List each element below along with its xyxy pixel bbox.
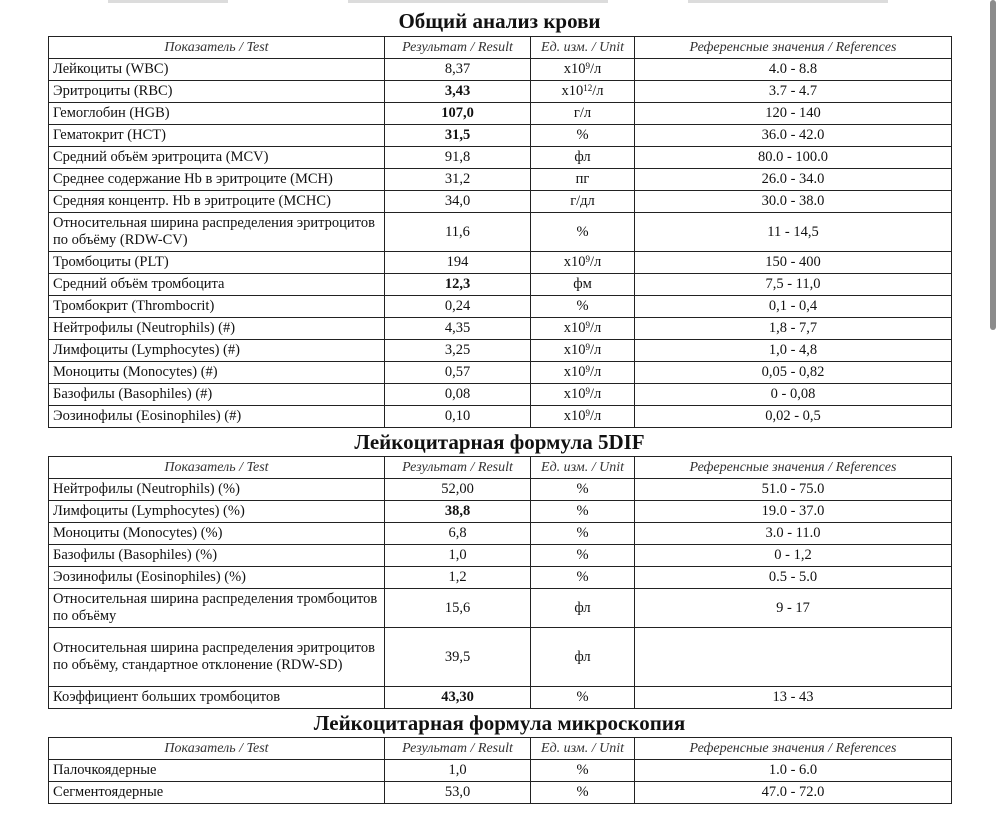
table-row — [49, 103, 952, 125]
unit-suffix: /л — [589, 254, 602, 270]
results-table — [48, 737, 952, 804]
header-test: Показатель / Test — [49, 37, 385, 59]
scrollbar-thumb[interactable] — [990, 0, 996, 330]
table-row — [49, 760, 952, 782]
unit-exponent: 9 — [585, 320, 590, 330]
unit-cell: г/дл — [531, 191, 635, 213]
unit-suffix: /л — [589, 61, 602, 77]
reference-range-cell: 9 - 17 — [635, 589, 952, 628]
unit-cell — [531, 252, 635, 274]
reference-range-cell: 1,8 - 7,7 — [635, 318, 952, 340]
test-name-cell: Относительная ширина распределения эритроцитов по объёму, стандартное отклонение (RDW-SD) — [49, 628, 385, 687]
unit-cell — [531, 81, 635, 103]
unit-base: x10 — [563, 254, 586, 270]
reference-range-cell: 0.5 - 5.0 — [635, 567, 952, 589]
reference-range-cell: 30.0 - 38.0 — [635, 191, 952, 213]
table-header-row — [49, 738, 952, 760]
result-value-cell: 31,2 — [385, 169, 531, 191]
result-value-cell: 4,35 — [385, 318, 531, 340]
result-value-cell: 6,8 — [385, 523, 531, 545]
table-row — [49, 501, 952, 523]
header-references: Референсные значения / References — [635, 37, 952, 59]
unit-cell: фл — [531, 147, 635, 169]
lab-report-page — [48, 0, 951, 804]
test-name-cell: Гемоглобин (HGB) — [49, 103, 385, 125]
unit-cell — [531, 318, 635, 340]
reference-range-cell: 1.0 - 6.0 — [635, 760, 952, 782]
header-result: Результат / Result — [385, 457, 531, 479]
test-name-cell: Относительная ширина распределения тромбоцитов по объёму — [49, 589, 385, 628]
section-title: Лейкоцитарная формула 5DIF — [354, 430, 645, 454]
test-name-cell: Сегментоядерные — [49, 782, 385, 804]
result-value-cell: 194 — [385, 252, 531, 274]
reference-range-cell: 1,0 - 4,8 — [635, 340, 952, 362]
unit-exponent: 12 — [583, 83, 593, 93]
header-unit: Ед. изм. / Unit — [531, 37, 635, 59]
test-name-cell: Нейтрофилы (Neutrophils) (#) — [49, 318, 385, 340]
result-value-cell: 0,24 — [385, 296, 531, 318]
header-result: Результат / Result — [385, 738, 531, 760]
table-row — [49, 274, 952, 296]
test-name-cell: Моноциты (Monocytes) (#) — [49, 362, 385, 384]
table-row — [49, 81, 952, 103]
unit-cell: % — [531, 501, 635, 523]
result-value-cell: 91,8 — [385, 147, 531, 169]
table-row — [49, 628, 952, 687]
header-unit: Ед. изм. / Unit — [531, 738, 635, 760]
result-value-cell: 34,0 — [385, 191, 531, 213]
reference-range-cell: 150 - 400 — [635, 252, 952, 274]
result-value-cell: 3,25 — [385, 340, 531, 362]
table-row — [49, 589, 952, 628]
table-row — [49, 252, 952, 274]
unit-exponent: 9 — [585, 342, 590, 352]
table-row — [49, 191, 952, 213]
unit-base: x10 — [561, 83, 584, 99]
unit-cell — [531, 406, 635, 428]
test-name-cell: Базофилы (Basophiles) (#) — [49, 384, 385, 406]
reference-range-cell: 13 - 43 — [635, 687, 952, 709]
result-value-cell: 38,8 — [385, 501, 531, 523]
unit-suffix: /л — [589, 342, 602, 358]
test-name-cell: Базофилы (Basophiles) (%) — [49, 545, 385, 567]
unit-cell — [531, 59, 635, 81]
reference-range-cell: 36.0 - 42.0 — [635, 125, 952, 147]
reference-range-cell: 47.0 - 72.0 — [635, 782, 952, 804]
test-name-cell: Палочкоядерные — [49, 760, 385, 782]
test-name-cell: Коэффициент больших тромбоцитов — [49, 687, 385, 709]
results-table — [48, 36, 952, 428]
unit-base: x10 — [563, 342, 586, 358]
unit-cell: фл — [531, 628, 635, 687]
table-row — [49, 340, 952, 362]
table-row — [49, 687, 952, 709]
reference-range-cell: 0 - 0,08 — [635, 384, 952, 406]
test-name-cell: Моноциты (Monocytes) (%) — [49, 523, 385, 545]
reference-range-cell: 19.0 - 37.0 — [635, 501, 952, 523]
test-name-cell: Эозинофилы (Eosinophiles) (%) — [49, 567, 385, 589]
unit-suffix: /л — [589, 386, 602, 402]
table-row — [49, 782, 952, 804]
reference-range-cell: 7,5 - 11,0 — [635, 274, 952, 296]
test-name-cell: Средняя концентр. Hb в эритроците (MCHC) — [49, 191, 385, 213]
result-value-cell: 0,10 — [385, 406, 531, 428]
header-result: Результат / Result — [385, 37, 531, 59]
result-value-cell: 1,0 — [385, 545, 531, 567]
unit-cell: г/л — [531, 103, 635, 125]
test-name-cell: Лимфоциты (Lymphocytes) (%) — [49, 501, 385, 523]
unit-cell: % — [531, 545, 635, 567]
test-name-cell: Средний объём тромбоцита — [49, 274, 385, 296]
reference-range-cell: 26.0 - 34.0 — [635, 169, 952, 191]
unit-cell: % — [531, 125, 635, 147]
unit-cell: % — [531, 479, 635, 501]
test-name-cell: Гематокрит (HCT) — [49, 125, 385, 147]
header-references: Референсные значения / References — [635, 457, 952, 479]
unit-base: x10 — [563, 386, 586, 402]
reference-range-cell: 80.0 - 100.0 — [635, 147, 952, 169]
unit-cell: % — [531, 567, 635, 589]
unit-base: x10 — [563, 61, 586, 77]
cropped-header-fragment — [48, 0, 951, 6]
result-value-cell: 3,43 — [385, 81, 531, 103]
unit-base: x10 — [563, 408, 586, 424]
unit-cell: фм — [531, 274, 635, 296]
unit-suffix: /л — [592, 83, 604, 99]
table-header-row — [49, 457, 952, 479]
unit-cell: % — [531, 213, 635, 252]
result-value-cell: 12,3 — [385, 274, 531, 296]
table-row — [49, 362, 952, 384]
unit-exponent: 9 — [585, 408, 590, 418]
unit-suffix: /л — [589, 320, 602, 336]
result-value-cell: 0,57 — [385, 362, 531, 384]
unit-cell: % — [531, 782, 635, 804]
test-name-cell: Тромбокрит (Thrombocrit) — [49, 296, 385, 318]
table-row — [49, 384, 952, 406]
header-references: Референсные значения / References — [635, 738, 952, 760]
reference-range-cell: 11 - 14,5 — [635, 213, 952, 252]
reference-range-cell: 120 - 140 — [635, 103, 952, 125]
result-value-cell: 43,30 — [385, 687, 531, 709]
table-row — [49, 406, 952, 428]
test-name-cell: Среднее содержание Hb в эритроците (MCH) — [49, 169, 385, 191]
result-value-cell: 1,2 — [385, 567, 531, 589]
results-table — [48, 456, 952, 709]
unit-exponent: 9 — [585, 364, 590, 374]
unit-suffix: /л — [589, 408, 602, 424]
unit-cell — [531, 384, 635, 406]
reference-range-cell: 0,02 - 0,5 — [635, 406, 952, 428]
table-row — [49, 169, 952, 191]
table-row — [49, 125, 952, 147]
header-unit: Ед. изм. / Unit — [531, 457, 635, 479]
table-header-row — [49, 37, 952, 59]
table-row — [49, 213, 952, 252]
result-value-cell: 1,0 — [385, 760, 531, 782]
table-row — [49, 545, 952, 567]
reference-range-cell: 51.0 - 75.0 — [635, 479, 952, 501]
test-name-cell: Нейтрофилы (Neutrophils) (%) — [49, 479, 385, 501]
header-test: Показатель / Test — [49, 457, 385, 479]
result-value-cell: 8,37 — [385, 59, 531, 81]
unit-base: x10 — [563, 364, 586, 380]
test-name-cell: Лейкоциты (WBC) — [49, 59, 385, 81]
unit-cell: % — [531, 296, 635, 318]
test-name-cell: Эозинофилы (Eosinophiles) (#) — [49, 406, 385, 428]
result-value-cell: 107,0 — [385, 103, 531, 125]
unit-cell: % — [531, 687, 635, 709]
result-value-cell: 31,5 — [385, 125, 531, 147]
reference-range-cell — [635, 628, 952, 687]
test-name-cell: Лимфоциты (Lymphocytes) (#) — [49, 340, 385, 362]
test-name-cell: Тромбоциты (PLT) — [49, 252, 385, 274]
table-row — [49, 479, 952, 501]
reference-range-cell: 3.7 - 4.7 — [635, 81, 952, 103]
result-value-cell: 0,08 — [385, 384, 531, 406]
unit-cell: % — [531, 523, 635, 545]
result-value-cell: 15,6 — [385, 589, 531, 628]
section-title: Лейкоцитарная формула микроскопия — [313, 711, 686, 735]
reference-range-cell: 3.0 - 11.0 — [635, 523, 952, 545]
result-value-cell: 52,00 — [385, 479, 531, 501]
unit-exponent: 9 — [585, 386, 590, 396]
result-value-cell: 11,6 — [385, 213, 531, 252]
test-name-cell: Эритроциты (RBC) — [49, 81, 385, 103]
table-row — [49, 567, 952, 589]
unit-exponent: 9 — [585, 61, 590, 71]
test-name-cell: Средний объём эритроцита (MCV) — [49, 147, 385, 169]
table-row — [49, 147, 952, 169]
test-name-cell: Относительная ширина распределения эритроцитов по объёму (RDW-CV) — [49, 213, 385, 252]
table-row — [49, 59, 952, 81]
reference-range-cell: 0,1 - 0,4 — [635, 296, 952, 318]
unit-cell — [531, 340, 635, 362]
unit-suffix: /л — [589, 364, 602, 380]
header-test: Показатель / Test — [49, 738, 385, 760]
unit-cell: % — [531, 760, 635, 782]
unit-exponent: 9 — [585, 254, 590, 264]
section-title: Общий анализ крови — [398, 9, 601, 33]
unit-cell: пг — [531, 169, 635, 191]
unit-cell — [531, 362, 635, 384]
unit-cell: фл — [531, 589, 635, 628]
reference-range-cell: 4.0 - 8.8 — [635, 59, 952, 81]
reference-range-cell: 0,05 - 0,82 — [635, 362, 952, 384]
result-value-cell: 53,0 — [385, 782, 531, 804]
table-row — [49, 523, 952, 545]
table-row — [49, 296, 952, 318]
table-row — [49, 318, 952, 340]
reference-range-cell: 0 - 1,2 — [635, 545, 952, 567]
unit-base: x10 — [563, 320, 586, 336]
result-value-cell: 39,5 — [385, 628, 531, 687]
